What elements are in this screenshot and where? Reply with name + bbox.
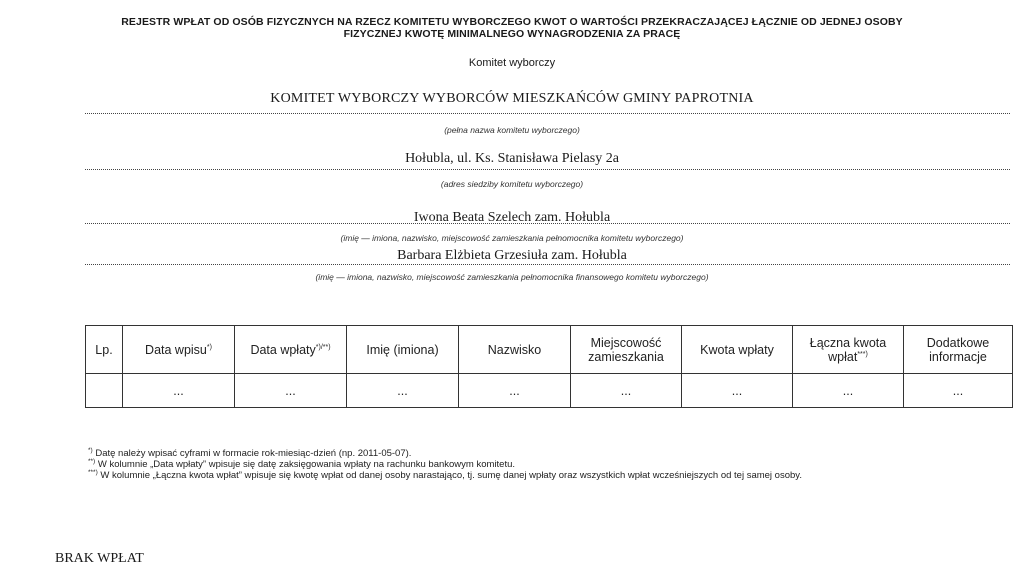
header-amount: Kwota wpłaty <box>682 326 793 374</box>
financial-agent-caption: (imię — imiona, nazwisko, miejscowość zamieszkania pełnomocnika finansowego komitetu wyborczego) <box>315 272 709 282</box>
table-cell: ... <box>904 374 1013 408</box>
header-lp: Lp. <box>86 326 123 374</box>
header-last-name: Nazwisko <box>459 326 571 374</box>
footnote-3 <box>88 470 802 481</box>
agent-dotted-line <box>85 223 1010 224</box>
footnote-2 <box>88 459 515 470</box>
document-title-line-1: REJESTR WPŁAT OD OSÓB FIZYCZNYCH NA RZECZ KOMITETU WYBORCZEGO KWOT O WARTOŚCI PRZEKRACZAJĄCEJ ŁĄCZNIE OD JEDNEJ OSOBY <box>121 16 903 28</box>
table-cell: ... <box>459 374 571 408</box>
address-dotted-line <box>85 169 1010 170</box>
table-cell <box>86 374 123 408</box>
financial-agent: Barbara Elżbieta Grzesiuła zam. Hołubla <box>397 248 627 263</box>
header-entry-date: Data wpisu*) <box>123 326 235 374</box>
footnote-mark: ***) <box>857 350 868 358</box>
committee-name-caption: (pełna nazwa komitetu wyborczego) <box>444 125 580 135</box>
payments-register-table <box>85 325 1013 408</box>
committee-name-dotted-line <box>85 113 1010 114</box>
table-cell: ... <box>793 374 904 408</box>
financial-agent-dotted-line <box>85 264 1010 265</box>
footnote-mark: **) <box>88 457 96 465</box>
table-cell: ... <box>571 374 682 408</box>
table-row <box>86 374 1013 408</box>
header-total-amount: Łączna kwota wpłat***) <box>793 326 904 374</box>
document-title-line-2: FIZYCZNEJ KWOTĘ MINIMALNEGO WYNAGRODZENIA ZA PRACĘ <box>343 28 681 40</box>
table-cell: ... <box>235 374 347 408</box>
header-additional-info: Dodatkowe informacje <box>904 326 1013 374</box>
table-header-row <box>86 326 1013 374</box>
footnote-text: W kolumnie „Łączna kwota wpłat” wpisuje się kwotę wpłat od danej osoby narastająco, tj. sumę danej wpłaty oraz wszystkich wpłat wcześniejszych od tej samej osoby. <box>97 470 802 481</box>
table-cell: ... <box>347 374 459 408</box>
footnote-mark: *)/**) <box>315 343 331 351</box>
footnote-mark: ***) <box>88 468 98 476</box>
committee-address: Hołubla, ul. Ks. Stanisława Pielasy 2a <box>405 151 619 166</box>
committee-label: Komitet wyborczy <box>468 57 556 69</box>
no-payments-note: BRAK WPŁAT <box>55 551 144 566</box>
table-cell: ... <box>682 374 793 408</box>
footnote-text: W kolumnie „Data wpłaty” wpisuje się datę zaksięgowania wpłaty na rachunku bankowym komitetu. <box>95 459 516 470</box>
agent-caption: (imię — imiona, nazwisko, miejscowość zamieszkania pełnomocnika komitetu wyborczego) <box>340 233 684 243</box>
footnote-1 <box>88 448 411 459</box>
committee-agent: Iwona Beata Szelech zam. Hołubla <box>413 210 611 225</box>
table-cell: ... <box>123 374 235 408</box>
header-payment-date: Data wpłaty*)/**) <box>235 326 347 374</box>
address-caption: (adres siedziby komitetu wyborczego) <box>440 179 584 189</box>
header-residence: Miejscowość zamieszkania <box>571 326 682 374</box>
footnote-text: Datę należy wpisać cyframi w formacie rok-miesiąc-dzień (np. 2011-05-07). <box>92 448 412 459</box>
header-first-name: Imię (imiona) <box>347 326 459 374</box>
footnote-mark: *) <box>206 343 212 351</box>
footnote-mark: *) <box>88 446 93 454</box>
committee-name: KOMITET WYBORCZY WYBORCÓW MIESZKAŃCÓW GMINY PAPROTNIA <box>270 91 754 106</box>
